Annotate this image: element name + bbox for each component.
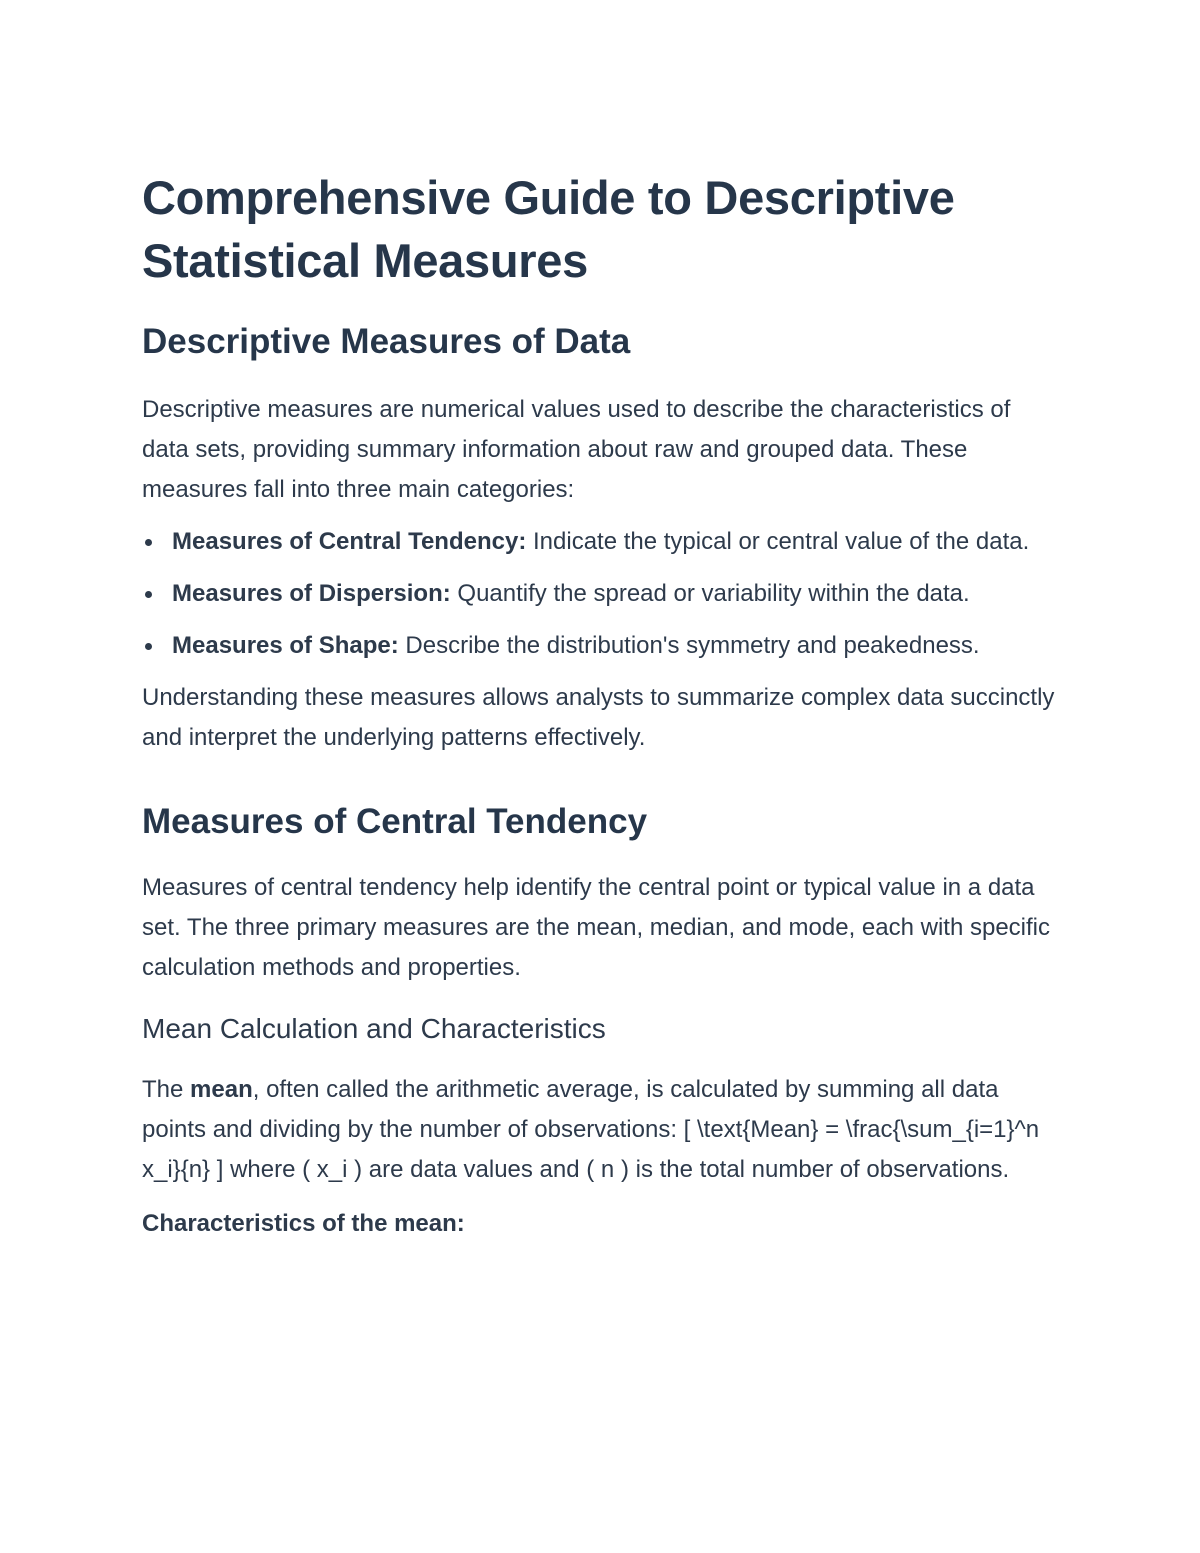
bullet-icon (145, 591, 152, 598)
list-item-term: Measures of Central Tendency: (172, 528, 527, 555)
summary-paragraph: Understanding these measures allows analysts to summarize complex data succinctly and interpret the underlying patterns effectively. (142, 684, 1055, 751)
mean-text-before: The (142, 1076, 191, 1103)
bullet-icon (145, 643, 152, 650)
list-item (142, 626, 1060, 666)
list-item-desc: Quantify the spread or variability within the data. (450, 580, 970, 607)
mean-text-after: , often called the arithmetic average, is calculated by summing all data points and dividing by the number of observations: [ \text{Mean} = \frac{\sum_{i=1}^n x_i}{n} ] where ( x_i ) are data values and ( n ) is the total number of observations. (142, 1076, 1040, 1183)
list-item-term: Measures of Shape: (172, 632, 399, 659)
subsection-heading-mean: Mean Calculation and Characteristics (142, 1013, 606, 1044)
mean-term: mean (190, 1076, 253, 1103)
list-item-desc: Describe the distribution's symmetry and peakedness. (398, 632, 980, 659)
categories-list (142, 522, 1060, 666)
central-tendency-paragraph: Measures of central tendency help identify the central point or typical value in a data set. The three primary measures are the mean, median, and mode, each with specific calculation methods and properties. (142, 874, 1051, 981)
bullet-icon (145, 539, 152, 546)
section-heading-descriptive-measures: Descriptive Measures of Data (142, 322, 631, 361)
list-item (142, 522, 1060, 562)
document-title: Comprehensive Guide to Descriptive Statistical Measures (142, 171, 955, 287)
section-heading-central-tendency: Measures of Central Tendency (142, 802, 648, 841)
list-item-desc: Indicate the typical or central value of the data. (526, 528, 1030, 555)
section-intro-paragraph: Descriptive measures are numerical values used to describe the characteristics of data sets, providing summary information about raw and grouped data. These measures fall into three main categories: (142, 396, 1011, 503)
list-item (142, 574, 1060, 614)
list-item-term: Measures of Dispersion: (172, 580, 451, 607)
characteristics-label: Characteristics of the mean: (142, 1210, 465, 1237)
mean-paragraph (142, 1070, 1060, 1190)
